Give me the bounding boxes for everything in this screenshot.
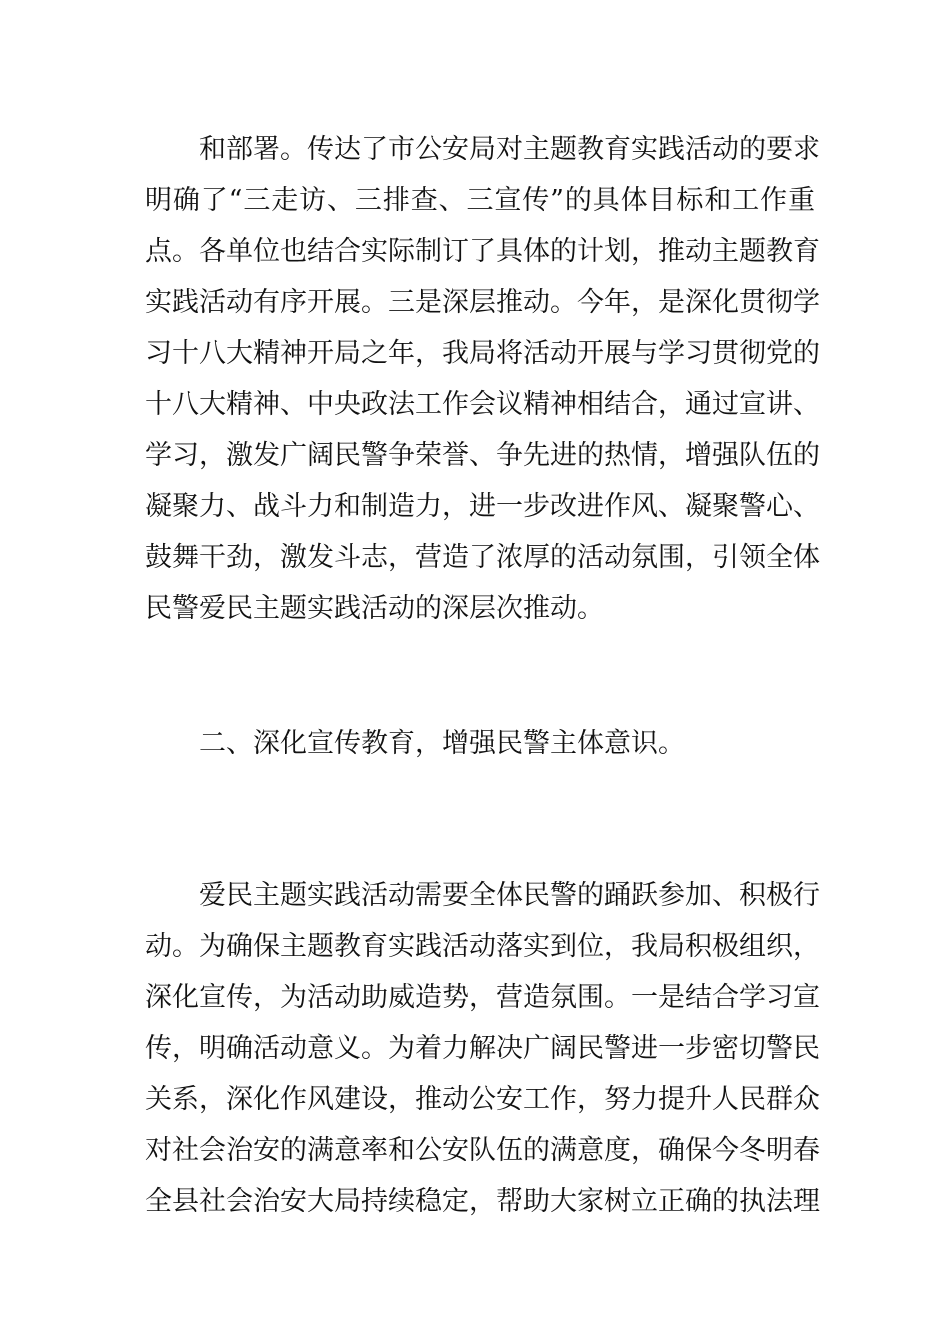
paragraph-1-line-9: 鼓舞干劲，激发斗志，营造了浓厚的活动氛围，引领全体 xyxy=(145,542,820,573)
paragraph-1-line-5: 习十八大精神开局之年，我局将活动开展与学习贯彻党的 xyxy=(145,338,820,369)
paragraph-1-line-3: 点。各单位也结合实际制订了具体的计划，推动主题教育 xyxy=(145,236,820,267)
paragraph-2-line-6: 对社会治安的满意率和公安队伍的满意度，确保今冬明春 xyxy=(145,1135,820,1166)
paragraph-2-line-4: 传，明确活动意义。为着力解决广阔民警进一步密切警民 xyxy=(145,1033,820,1064)
paragraph-1-line-7: 学习，激发广阔民警争荣誉、争先进的热情，增强队伍的 xyxy=(145,440,820,471)
paragraph-2-line-2: 动。为确保主题教育实践活动落实到位，我局积极组织， xyxy=(145,931,820,962)
section-heading: 二、深化宣传教育，增强民警主体意识。 xyxy=(199,728,685,759)
paragraph-2-line-7: 全县社会治安大局持续稳定，帮助大家树立正确的执法理 xyxy=(145,1186,820,1217)
paragraph-1-line-10: 民警爱民主题实践活动的深层次推动。 xyxy=(145,593,604,624)
paragraph-2-line-3: 深化宣传，为活动助威造势，营造氛围。一是结合学习宣 xyxy=(145,982,820,1013)
paragraph-1-line-1: 和部署。传达了市公安局对主题教育实践活动的要求 xyxy=(199,134,820,165)
paragraph-1-line-4: 实践活动有序开展。三是深层推动。今年，是深化贯彻学 xyxy=(145,287,820,318)
paragraph-1-line-6: 十八大精神、中央政法工作会议精神相结合，通过宣讲、 xyxy=(145,389,820,420)
paragraph-1-line-2: 明确了“三走访、三排查、三宣传”的具体目标和工作重 xyxy=(145,185,815,216)
paragraph-2-line-1: 爱民主题实践活动需要全体民警的踊跃参加、积极行 xyxy=(199,880,820,911)
paragraph-1-line-8: 凝聚力、战斗力和制造力，进一步改进作风、凝聚警心、 xyxy=(145,491,820,522)
paragraph-2-line-5: 关系，深化作风建设，推动公安工作，努力提升人民群众 xyxy=(145,1084,820,1115)
